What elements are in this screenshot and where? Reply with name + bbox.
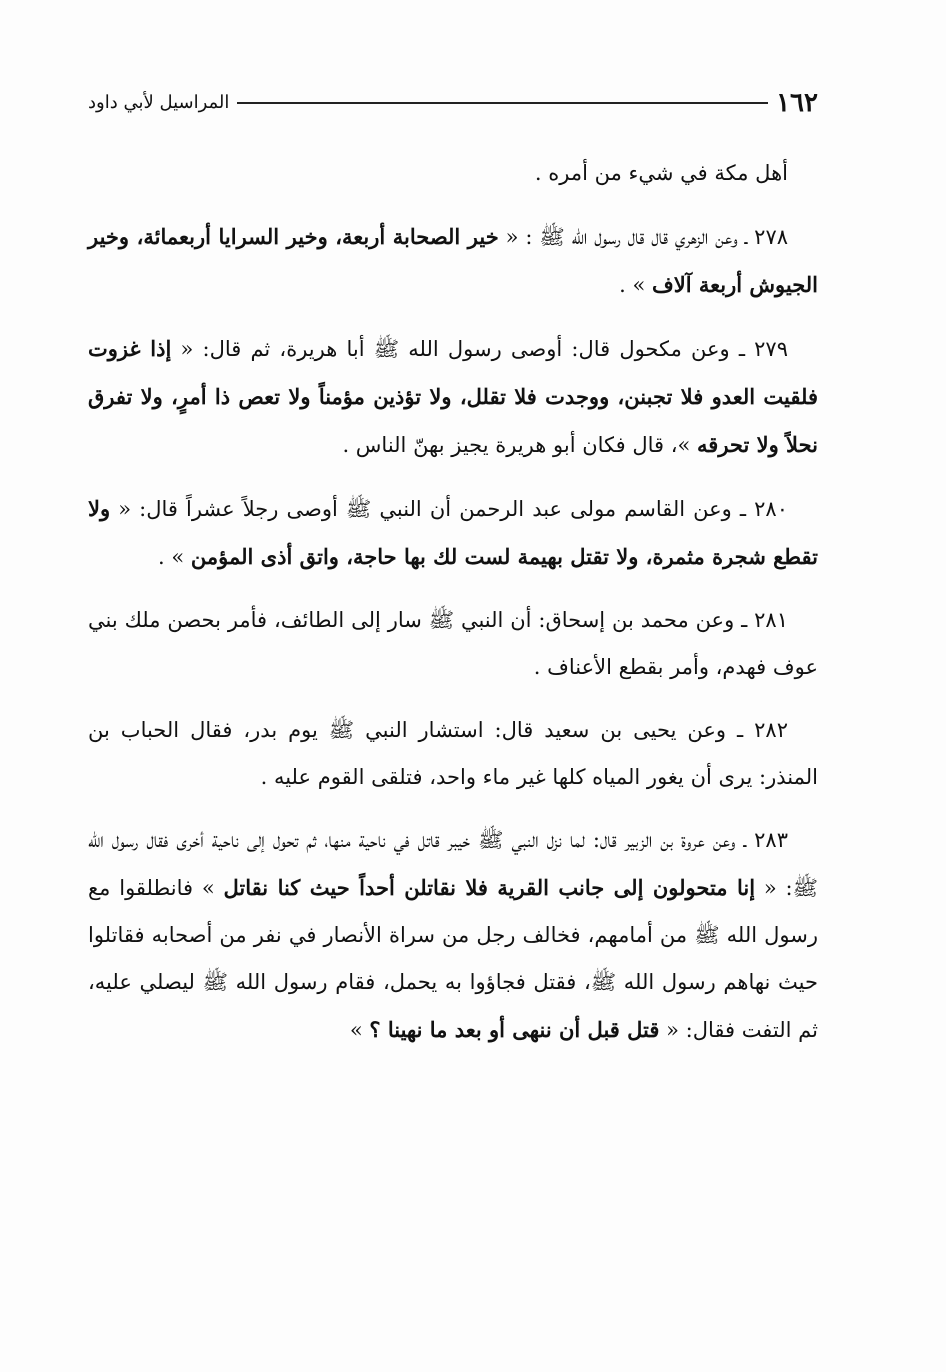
page-number: ١٦٢ [776,88,818,118]
text-segment: »، قال فكان أبو هريرة يجيز بهنّ الناس . [342,433,698,457]
page-header [88,86,818,120]
text-segment: » . [158,545,191,569]
hadith-280 [88,485,818,581]
hadith-279 [88,325,818,469]
hadith-282 [88,707,818,801]
header-rule [237,102,768,104]
hadith-278 [88,213,818,309]
text-segment: » [349,1018,370,1042]
text-segment: ٢٧٩ ـ وعن مكحول قال: أوصى رسول الله ﷺ أبا هريرة، ثم قال: « [171,337,788,361]
page-content [88,150,818,1070]
text-segment: ٢٨٢ ـ وعن يحيى بن سعيد قال: استشار النبي ﷺ يوم بدر، فقال الحباب بن المنذر: يرى أن يغور المياه كلها غير ماء واحد، فتلقى القوم عليه . [88,718,818,789]
text-segment: أهل مكة في شيء من أمره . [534,161,788,185]
hadith-281 [88,597,818,691]
text-segment: ٢٨٠ ـ وعن القاسم مولى عبد الرحمن أن النبي ﷺ أوصى رجلاً عشراً قال: « [110,497,788,521]
text-segment: ٢٨٣ ـ وعن عروة بن الزبير قال: لما نزل النبي ﷺ خيبر قاتل في ناحية منها، ثم تحول إلى ناحية أخرى فقال رسول الله ﷺ: « [88,828,818,900]
text-segment: ٢٨١ ـ وعن محمد بن إسحاق: أن النبي ﷺ سار إلى الطائف، فأمر بحصن ملك بني عوف فهدم، وأمر بقطع الأعناف . [88,608,818,679]
hadith-quote: إنا متحولون إلى جانب القرية فلا نقاتلن أحداً حيث كنا نقاتل [223,875,756,900]
hadith-quote: ولا تقطع شجرة مثمرة، ولا تقتل بهيمة لست لك بها حاجة، واتق أذى المؤمن [88,496,818,569]
hadith-quote: خير الصحابة أربعة، وخير السرايا أربعمائة، وخير الجيوش أربعة آلاف [88,224,818,297]
text-segment: » فانطلقوا مع رسول الله ﷺ من أمامهم، فخالف رجل من سراة الأنصار في نفر من أصحابه فقاتلوا حيث نهاهم رسول الله ﷺ، فقتل فجاؤوا به يحمل، فقام رسول الله ﷺ ليصلي عليه، ثم التفت فقال: « [88,876,818,1042]
text-segment: » . [619,273,652,297]
hadith-quote: قتل قبل أن ننهى أو بعد ما نهينا ؟ [369,1017,660,1042]
paragraph-continuation [88,150,818,197]
hadith-quote: إذا غزوت فلقيت العدو فلا تجبنن، ووجدت فلا تقلل، ولا تؤذين مؤمناً ولا تعص ذا أمرٍ، ولا تفرق نحلاً ولا تحرقه [88,336,818,457]
hadith-283 [88,817,818,1054]
book-title: المراسيل لأبي داود [88,92,230,113]
text-segment: ٢٧٨ ـ وعن الزهري قال قال رسول الله ﷺ : « [498,225,789,249]
